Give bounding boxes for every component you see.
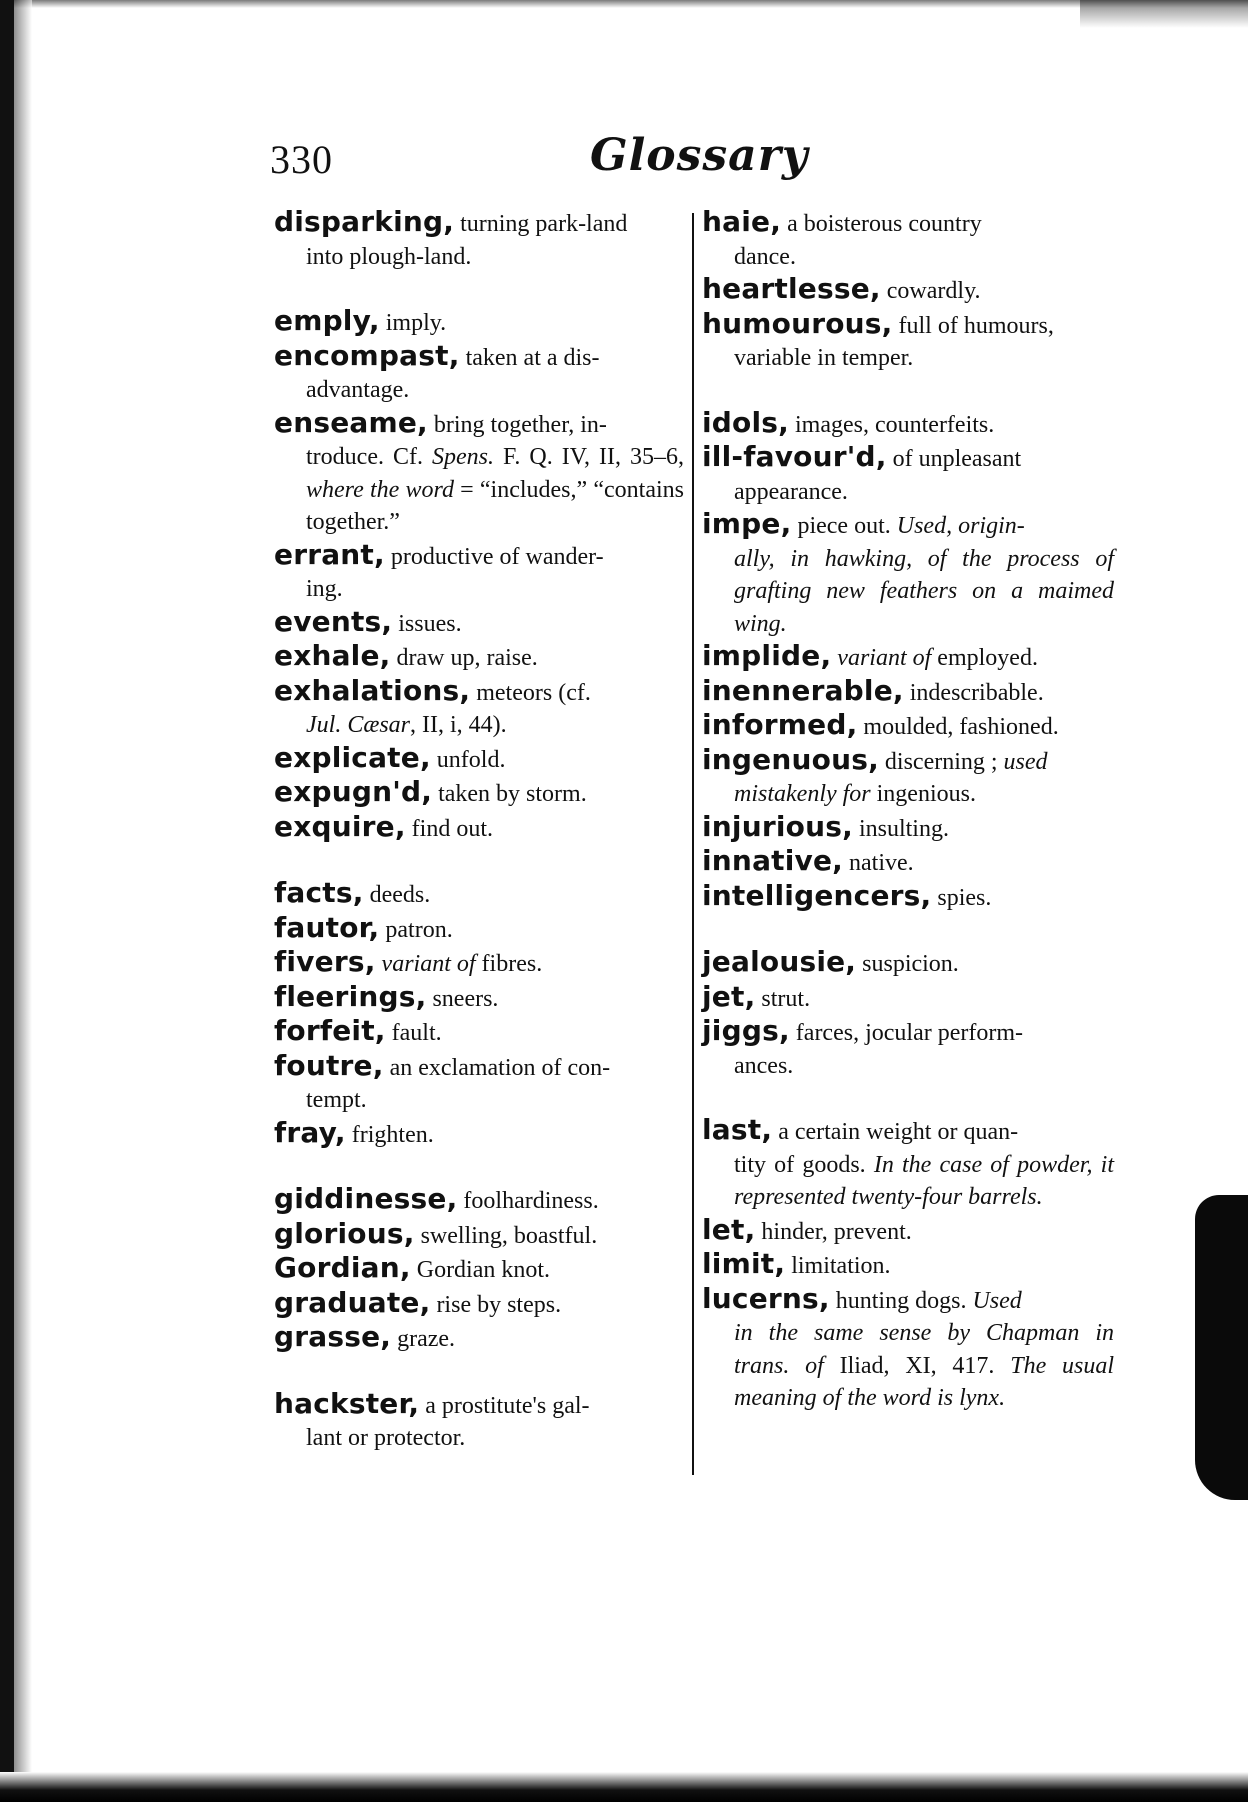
- glossary-definition: limitation.: [785, 1253, 891, 1279]
- glossary-definition-continued: Jul. Cæsar, II, i, 44).: [306, 712, 507, 738]
- glossary-entry: [702, 508, 1114, 640]
- glossary-term: exquire,: [274, 809, 406, 843]
- letter-section-gap: [274, 273, 684, 305]
- glossary-definition: full of humours,: [892, 312, 1054, 339]
- glossary-definition: a certain weight or quan-: [772, 1119, 1019, 1145]
- letter-section-gap: [274, 845, 684, 877]
- glossary-definition: a boisterous country: [781, 211, 982, 237]
- glossary-term: implide,: [702, 639, 832, 672]
- glossary-definition: sneers.: [426, 985, 499, 1012]
- glossary-term: last,: [702, 1113, 773, 1146]
- glossary-term: humourous,: [702, 306, 893, 340]
- glossary-definition-continued: variable in temper.: [734, 345, 914, 371]
- page-header: [0, 128, 1248, 188]
- glossary-entry: [702, 273, 1114, 308]
- glossary-entry: [702, 709, 1114, 744]
- glossary-term: lucerns,: [702, 1281, 830, 1315]
- glossary-definition: variant of fibres.: [381, 951, 543, 977]
- glossary-column-left: [274, 206, 684, 1455]
- glossary-entry: [274, 1388, 684, 1455]
- glossary-entry: [702, 744, 1114, 811]
- glossary-entry: [702, 308, 1114, 375]
- glossary-entry: [274, 1117, 684, 1152]
- glossary-term: informed,: [702, 708, 858, 741]
- glossary-term: glorious,: [274, 1216, 415, 1250]
- scan-edge-top-right: [1080, 0, 1248, 28]
- glossary-term: expugn'd,: [274, 775, 433, 808]
- glossary-definition: cowardly.: [880, 278, 981, 304]
- glossary-definition-continued: dance.: [734, 243, 796, 270]
- glossary-definition-continued: ances.: [734, 1052, 794, 1079]
- glossary-definition: taken at a dis-: [459, 344, 600, 371]
- glossary-entry: [274, 742, 684, 777]
- glossary-entry: [702, 946, 1114, 981]
- glossary-entry: [274, 305, 684, 340]
- column-divider: [692, 213, 694, 1475]
- glossary-entry: [274, 407, 684, 539]
- glossary-term: forfeit,: [274, 1014, 386, 1047]
- glossary-term: heartlesse,: [702, 272, 881, 305]
- scan-shadow-left: [14, 0, 32, 1802]
- letter-section-gap: [702, 375, 1114, 407]
- glossary-definition: issues.: [392, 610, 462, 637]
- glossary-entry: [702, 880, 1114, 915]
- glossary-definition: imply.: [379, 310, 447, 336]
- glossary-definition: rise by steps.: [430, 1291, 562, 1318]
- glossary-term: exhalations,: [274, 673, 471, 707]
- glossary-entry: [274, 1050, 684, 1117]
- glossary-definition: foolhardiness.: [457, 1188, 599, 1214]
- glossary-term: let,: [702, 1212, 756, 1246]
- glossary-term: emply,: [274, 304, 380, 337]
- glossary-definition: deeds.: [363, 882, 431, 908]
- glossary-definition: variant of employed.: [837, 645, 1038, 671]
- glossary-definition: find out.: [405, 815, 493, 842]
- glossary-term: explicate,: [274, 740, 431, 774]
- glossary-term: foutre,: [274, 1048, 384, 1082]
- glossary-term: jealousie,: [702, 945, 857, 978]
- glossary-definition: spies.: [931, 884, 992, 911]
- glossary-definition: Gordian knot.: [410, 1257, 551, 1283]
- letter-section-gap: [702, 1082, 1114, 1114]
- glossary-term: Gordian,: [274, 1251, 411, 1284]
- glossary-term: fivers,: [274, 945, 376, 978]
- glossary-term: jiggs,: [702, 1014, 790, 1047]
- glossary-definition: farces, jocular perform-: [789, 1020, 1023, 1046]
- glossary-entry: [274, 946, 684, 981]
- glossary-definition-continued: ally, in hawking, of the process of grafting new feathers on a maimed wing.: [734, 545, 1114, 637]
- glossary-column-right: [702, 206, 1114, 1415]
- running-title: Glossary: [590, 130, 809, 181]
- glossary-term: grasse,: [274, 1320, 392, 1353]
- glossary-term: impe,: [702, 507, 792, 540]
- glossary-entry: [702, 1015, 1114, 1082]
- glossary-term: intelligencers,: [702, 878, 932, 912]
- glossary-term: innative,: [702, 844, 844, 877]
- glossary-definition: fault.: [385, 1020, 442, 1046]
- letter-section-gap: [274, 1151, 684, 1183]
- scan-edge-bottom: [0, 1772, 1248, 1802]
- glossary-entry: [274, 606, 684, 641]
- glossary-definition: indescribable.: [903, 679, 1044, 706]
- glossary-entry: [702, 407, 1114, 442]
- glossary-term: fleerings,: [274, 979, 427, 1013]
- glossary-definition: swelling, boastful.: [414, 1222, 598, 1249]
- glossary-definition: frighten.: [345, 1121, 434, 1148]
- glossary-definition: turning park-land: [454, 211, 628, 237]
- glossary-term: encompast,: [274, 338, 460, 372]
- glossary-entry: [702, 1214, 1114, 1249]
- scan-edge-top: [0, 0, 1248, 8]
- glossary-entry: [274, 1287, 684, 1322]
- glossary-definition: suspicion.: [856, 951, 959, 977]
- glossary-definition-continued: mistakenly for ingenious.: [734, 781, 976, 807]
- glossary-definition: hunting dogs. Used: [829, 1287, 1022, 1314]
- glossary-definition-continued: appearance.: [734, 478, 848, 505]
- glossary-definition: discerning ; used: [878, 748, 1048, 775]
- glossary-definition: images, counterfeits.: [788, 411, 995, 438]
- glossary-term: jet,: [702, 979, 756, 1013]
- glossary-term: facts,: [274, 876, 364, 909]
- glossary-definition: a prostitute's gal-: [419, 1392, 590, 1419]
- glossary-entry: [274, 1252, 684, 1287]
- glossary-term: ill-favour'd,: [702, 440, 887, 473]
- glossary-entry: [274, 1218, 684, 1253]
- glossary-term: enseame,: [274, 405, 428, 439]
- glossary-definition-continued: advantage.: [306, 377, 410, 403]
- glossary-definition: bring together, in-: [427, 411, 607, 438]
- glossary-definition-continued: troduce. Cf. Spens. F. Q. IV, II, 35–6, where the word = “includes,” “contains together.”: [306, 444, 685, 535]
- glossary-definition: an exclamation of con-: [383, 1054, 611, 1081]
- glossary-term: limit,: [702, 1247, 786, 1280]
- glossary-entry: [274, 1183, 684, 1218]
- glossary-term: ingenuous,: [702, 742, 879, 776]
- glossary-entry: [274, 640, 684, 675]
- glossary-definition: strut.: [755, 985, 811, 1012]
- glossary-term: idols,: [702, 405, 789, 439]
- glossary-entry: [702, 845, 1114, 880]
- glossary-entry: [274, 811, 684, 846]
- glossary-definition: productive of wander-: [384, 543, 604, 570]
- glossary-entry: [702, 441, 1114, 508]
- glossary-definition: meteors (cf.: [470, 679, 591, 706]
- glossary-entry: [274, 206, 684, 273]
- glossary-entry: [702, 640, 1114, 675]
- glossary-entry: [274, 776, 684, 811]
- glossary-entry: [274, 1015, 684, 1050]
- glossary-definition: moulded, fashioned.: [857, 714, 1059, 740]
- glossary-definition: unfold.: [430, 746, 506, 773]
- letter-section-gap: [702, 914, 1114, 946]
- glossary-term: exhale,: [274, 639, 391, 672]
- glossary-definition: graze.: [391, 1326, 456, 1352]
- glossary-entry: [702, 981, 1114, 1016]
- glossary-definition-continued: into plough-land.: [306, 243, 472, 270]
- glossary-definition: insulting.: [852, 815, 949, 842]
- glossary-definition: native.: [843, 850, 914, 876]
- glossary-definition-continued: lant or protector.: [306, 1425, 466, 1451]
- glossary-definition: draw up, raise.: [390, 645, 538, 671]
- page-number: 330: [270, 137, 333, 182]
- glossary-entry: [702, 1248, 1114, 1283]
- scan-thumb-shadow: [1195, 1195, 1248, 1500]
- glossary-entry: [274, 912, 684, 947]
- glossary-definition-continued: in the same sense by Chapman in trans. of Iliad, XI, 417. The usual meaning of the word is lynx.: [734, 1320, 1115, 1411]
- glossary-entry: [702, 206, 1114, 273]
- glossary-term: hackster,: [274, 1386, 420, 1420]
- glossary-term: fray,: [274, 1115, 346, 1149]
- glossary-term: giddinesse,: [274, 1182, 458, 1215]
- glossary-entry: [274, 340, 684, 407]
- glossary-term: inennerable,: [702, 673, 904, 707]
- glossary-entry: [702, 675, 1114, 710]
- glossary-entry: [274, 1321, 684, 1356]
- glossary-entry: [702, 1283, 1114, 1415]
- glossary-entry: [702, 811, 1114, 846]
- glossary-term: events,: [274, 604, 393, 638]
- glossary-entry: [274, 877, 684, 912]
- glossary-definition-continued: tity of goods. In the case of powder, it represented twenty-four barrels.: [734, 1151, 1114, 1210]
- glossary-definition-continued: tempt.: [306, 1087, 367, 1113]
- glossary-term: fautor,: [274, 910, 380, 944]
- glossary-term: disparking,: [274, 205, 455, 238]
- glossary-entry: [702, 1114, 1114, 1214]
- glossary-term: graduate,: [274, 1285, 431, 1319]
- glossary-definition: hinder, prevent.: [755, 1218, 912, 1245]
- glossary-definition: piece out. Used, origin-: [791, 513, 1025, 539]
- glossary-term: errant,: [274, 537, 385, 571]
- glossary-entry: [274, 675, 684, 742]
- glossary-entry: [274, 539, 684, 606]
- glossary-definition-continued: ing.: [306, 576, 343, 602]
- letter-section-gap: [274, 1356, 684, 1388]
- glossary-definition: taken by storm.: [432, 781, 587, 807]
- scan-edge-left: [0, 0, 14, 1802]
- glossary-term: haie,: [702, 205, 782, 238]
- glossary-term: injurious,: [702, 809, 853, 843]
- glossary-definition: patron.: [379, 916, 453, 943]
- glossary-definition: of unpleasant: [886, 446, 1022, 472]
- glossary-entry: [274, 981, 684, 1016]
